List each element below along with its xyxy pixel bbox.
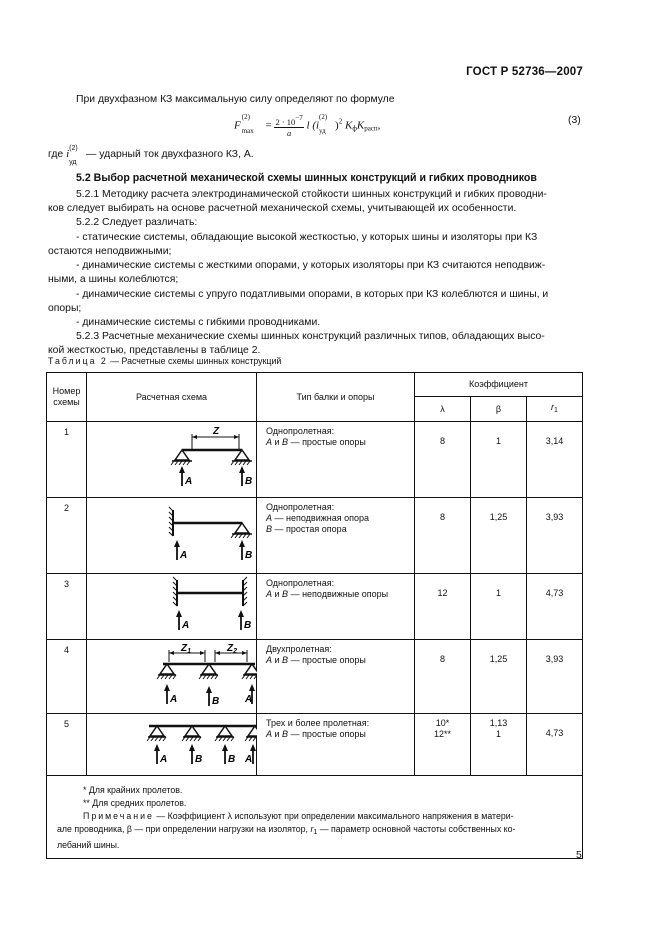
footnote-1: * Для крайних пролетов. (83, 785, 183, 795)
formula-fraction: $\frac{2 \cdot 10^{-7}}{a}$ (275, 114, 303, 138)
label-b: B (245, 476, 253, 487)
table-row (47, 422, 583, 498)
header-lambda: λ (415, 397, 471, 422)
scheme-4-diagram (87, 640, 257, 710)
row-type: Однопролетная: A и B — простые опоры (257, 422, 415, 498)
label-z: Z (213, 426, 220, 437)
row-beta: 1,13 1 (471, 714, 527, 776)
label-z1: $Z_1$ (181, 643, 192, 655)
row-beta: 1,25 (471, 498, 527, 574)
header-r1: $r_1$ (527, 397, 583, 422)
table-row (47, 714, 583, 776)
row-number: 5 (47, 714, 87, 776)
label-b: B (195, 754, 203, 765)
bullet-2-line1: - динамические системы с жесткими опорами, у которых изоляторы при КЗ считаются неподвиж- (76, 260, 546, 271)
header-num: Номер схемы (47, 373, 87, 422)
page-number: 5 (576, 850, 582, 861)
row-number: 1 (47, 422, 87, 498)
header-beta: β (471, 397, 527, 422)
label-a: A (182, 620, 190, 631)
scheme-3 (87, 574, 257, 640)
row-lambda: 8 (415, 422, 471, 498)
row-r1: 3,14 (527, 422, 583, 498)
row-lambda: 12 (415, 574, 471, 640)
row-r1: 4,73 (527, 574, 583, 640)
document-code: ГОСТ Р 52736—2007 (466, 66, 583, 78)
label-a: A (245, 754, 253, 765)
scheme-2 (87, 498, 257, 574)
bullet-3-line1: - динамические системы с упруго податливыми опорами, в которых при КЗ колеблются и шины, и (76, 289, 549, 300)
label-b: B (244, 620, 252, 631)
bullet-3-line2: опоры; (48, 303, 82, 314)
scheme-1-diagram (87, 422, 257, 494)
paragraph-5-2-3-line2: кой жесткостью, представлены в таблице 2. (48, 345, 261, 356)
header-scheme: Расчетная схема (87, 373, 257, 422)
row-type: Двухпролетная: A и B — простые опоры (257, 640, 415, 714)
table-notes (47, 776, 583, 859)
header-type: Тип балки и опоры (257, 373, 415, 422)
row-number: 3 (47, 574, 87, 640)
row-type: Трех и более пролетная: A и B — простые опоры (257, 714, 415, 776)
label-a: A (185, 476, 193, 487)
formula-number: (3) (568, 115, 581, 126)
paragraph-5-2-1-line2: ков следует выбирать на основе расчетной механической схемы, учитывающей их особенности. (48, 203, 517, 214)
table-notes-row (47, 776, 583, 859)
scheme-3-diagram (87, 574, 257, 636)
row-number: 2 (47, 498, 87, 574)
paragraph-5-2-3-line1: 5.2.3 Расчетные механические схемы шинных конструкций различных типов, обладающих высо- (76, 331, 545, 342)
scheme-2-diagram (87, 498, 257, 570)
section-heading: 5.2 Выбор расчетной механической схемы шинных конструкций и гибких проводников (76, 172, 537, 184)
bullet-1-line2: остаются неподвижными; (48, 246, 172, 257)
table-2 (46, 372, 583, 859)
note-line-2: але проводника, β — при определении нагрузки на изолятор, $r_1$ — параметр основной частоты собственных ко- (57, 824, 516, 836)
bullet-1-line1: - статические системы, обладающие высокой жесткостью, у которых шины и изоляторы при КЗ (76, 232, 538, 243)
paragraph-5-2-1-line1: 5.2.1 Методику расчета электродинамической стойкости шинных конструкций и гибких проводни- (76, 189, 547, 200)
row-lambda: 8 (415, 498, 471, 574)
row-beta: 1 (471, 422, 527, 498)
label-a: A (245, 694, 253, 705)
paragraph-5-2-2: 5.2.2 Следует различать: (76, 217, 198, 228)
note-line-1: Примечание — Коэффициент λ используют при определении максимального напряжения в матери- (83, 811, 514, 821)
table-row (47, 574, 583, 640)
scheme-1 (87, 422, 257, 498)
label-a: A (180, 550, 188, 561)
label-b: B (228, 754, 236, 765)
bullet-2-line2: ными, а шины колеблются; (48, 274, 179, 285)
scheme-5 (87, 714, 257, 776)
table-caption: Таблица 2 — Расчетные схемы шинных конструкций (48, 356, 282, 366)
bullet-4: - динамические системы с гибкими проводниками. (76, 317, 321, 328)
table-row (47, 498, 583, 574)
row-r1: 4,73 (527, 714, 583, 776)
row-beta: 1 (471, 574, 527, 640)
row-beta: 1,25 (471, 640, 527, 714)
row-number: 4 (47, 640, 87, 714)
row-lambda: 8 (415, 640, 471, 714)
label-a: A (160, 754, 168, 765)
table-row (47, 640, 583, 714)
scheme-4 (87, 640, 257, 714)
scheme-5-diagram (87, 714, 257, 772)
where-clause: где i (2) уд — ударный ток двухфазного КЗ, А. (48, 145, 254, 167)
footnote-2: ** Для средних пролетов. (83, 798, 187, 808)
row-lambda: 10* 12** (415, 714, 471, 776)
row-r1: 3,93 (527, 640, 583, 714)
label-a: A (170, 694, 178, 705)
header-coefficient: Коэффициент (415, 373, 583, 397)
row-type: Однопролетная: A — неподвижная опора B — простая опора (257, 498, 415, 574)
label-b: B (212, 696, 220, 707)
row-r1: 3,93 (527, 498, 583, 574)
note-line-3: лебаний шины. (57, 840, 120, 850)
intro-text: При двухфазном КЗ максимальную силу определяют по формуле (76, 94, 395, 105)
label-b: B (245, 550, 253, 561)
formula-3: F (2) max = $\frac{2 \cdot 10^{-7}}{a}$ l (i (2) уд )$^2$ $K_фK_{расп}$, (234, 113, 381, 138)
label-z2: $Z_2$ (227, 643, 238, 655)
row-type: Однопролетная: A и B — неподвижные опоры (257, 574, 415, 640)
